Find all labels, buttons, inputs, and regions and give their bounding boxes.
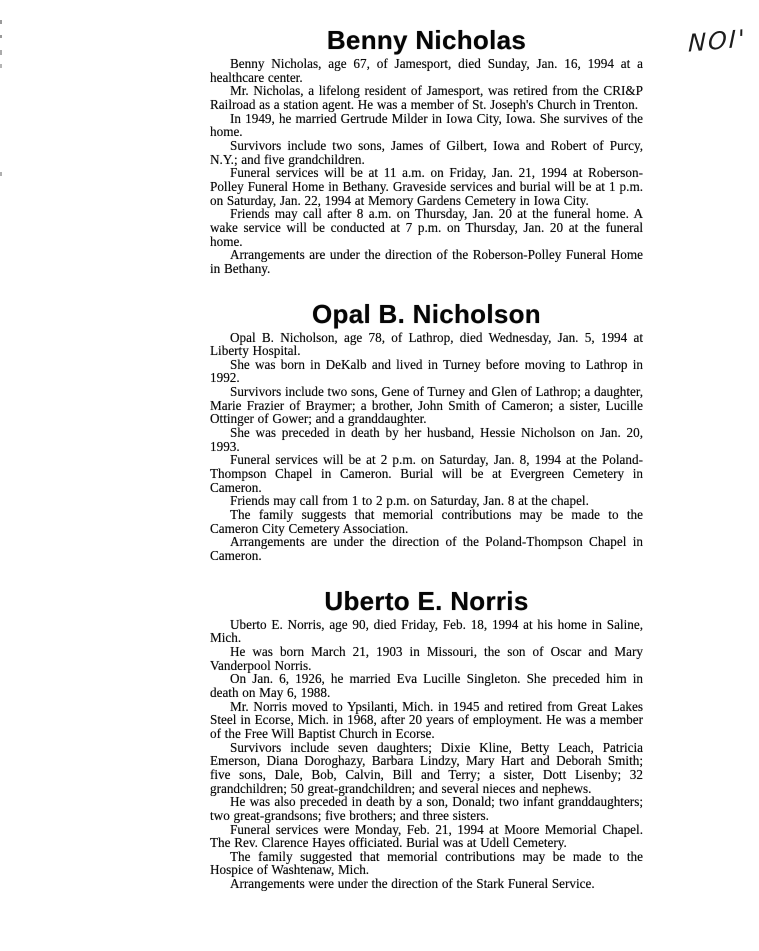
obituary-column <box>210 27 643 891</box>
scan-speck <box>0 20 2 24</box>
obituary-paragraph: Friends may call from 1 to 2 p.m. on Saturday, Jan. 8 at the chapel. <box>230 493 589 509</box>
obituary-title: Opal B. Nicholson <box>311 298 541 329</box>
obituary-uberto-norris <box>210 585 643 892</box>
obituary-paragraph: Funeral services were Monday, Feb. 21, 1994 at Moore Memorial Chapel. The Rev. Clarence Hayes officiated. Burial was at Udell Cemetery. <box>210 821 643 851</box>
obituary-paragraph: The family suggests that memorial contributions may be made to the Cameron City Cemetery Association. <box>210 507 643 536</box>
obituary-paragraph: She was preceded in death by her husband, Hessie Nicholson on Jan. 20, 1993. <box>210 425 643 454</box>
obituary-paragraph: She was born in DeKalb and lived in Turney before moving to Lathrop in 1992. <box>210 356 643 386</box>
obituary-benny-nicholas <box>210 27 643 276</box>
obituary-paragraph: Funeral services will be at 11 a.m. on Friday, Jan. 21, 1994 at Roberson-Polley Funeral Home in Bethany. Graveside services and burial will be at 1 p.m. on Saturday, Jan. 22, 1994 at Memory Gardens Cemetery in Iowa City. <box>210 165 643 208</box>
scan-speck <box>0 50 2 55</box>
obituary-paragraph: Arrangements are under the direction of the Poland-Thompson Chapel in Cameron. <box>210 534 643 563</box>
obituary-paragraph: Funeral services will be at 2 p.m. on Saturday, Jan. 8, 1994 at the Poland-Thompson Chapel in Cameron. Burial will be at Evergreen Cemetery in Cameron. <box>210 452 643 495</box>
handwritten-annotation: NOI' <box>687 24 747 58</box>
obituary-opal-nicholson <box>210 298 644 563</box>
obituary-paragraph: He was born March 21, 1903 in Missouri, the son of Oscar and Mary Vanderpool Norris. <box>210 643 643 673</box>
obituary-paragraph: Opal B. Nicholson, age 78, of Lathrop, died Wednesday, Jan. 5, 1994 at Liberty Hospital. <box>210 329 643 359</box>
obituary-paragraph: Arrangements are under the direction of the Roberson-Polley Funeral Home in Bethany. <box>210 247 643 276</box>
obituary-paragraph: Survivors include two sons, James of Gilbert, Iowa and Robert of Purcy, N.Y.; and five grandchildren. <box>210 137 643 167</box>
obituary-title: Benny Nicholas <box>326 25 527 55</box>
obituary-paragraph: Mr. Norris moved to Ypsilanti, Mich. in 1945 and retired from Great Lakes Steel in Ecorse, Mich. in 1968, after 20 years of employment. He was a member of the Free Will Baptist Church in Ecorse. <box>210 698 643 741</box>
scan-speck <box>0 35 2 38</box>
obituary-paragraph: Benny Nicholas, age 67, of Jamesport, died Sunday, Jan. 16, 1994 at a healthcare center. <box>210 56 643 85</box>
obituary-paragraph: Survivors include two sons, Gene of Turney and Glen of Lathrop; a daughter, Marie Frazier of Braymer; a brother, John Smith of Cameron; a sister, Lucille Ottinger of Gower; and a granddaughter. <box>210 384 644 427</box>
obituary-paragraph: On Jan. 6, 1926, he married Eva Lucille Singleton. She preceded him in death on May 6, 1988. <box>210 671 643 700</box>
obituary-paragraph: Survivors include seven daughters; Dixie Kline, Betty Leach, Patricia Emerson, Diana Doroghazy, Barbara Lindzy, Mary Hart and Deborah Smith; five sons, Dale, Bob, Calvin, Bill and Terry; a sister, Dott Lisenby; 32 grandchildren; 50 great-grandchildren; and several nieces and nephews. <box>210 739 643 796</box>
scan-speck <box>0 172 2 176</box>
obituary-paragraph: Arrangements were under the direction of the Stark Funeral Service. <box>230 876 595 892</box>
obituary-title: Uberto E. Norris <box>324 585 529 616</box>
obituary-paragraph: The family suggested that memorial contributions may be made to the Hospice of Washtenaw, Mich. <box>210 848 643 878</box>
scan-speck <box>0 64 2 68</box>
obituary-paragraph: He was also preceded in death by a son, Donald; two infant granddaughters; two great-grandsons; five brothers; and three sisters. <box>210 794 643 823</box>
obituary-paragraph: Uberto E. Norris, age 90, died Friday, Feb. 18, 1994 at his home in Saline, Mich. <box>210 616 643 646</box>
obituary-paragraph: Mr. Nicholas, a lifelong resident of Jamesport, was retired from the CRI&P Railroad as a station agent. He was a member of St. Joseph's Church in Trenton. <box>210 83 643 112</box>
obituary-paragraph: In 1949, he married Gertrude Milder in Iowa City, Iowa. She survives of the home. <box>210 110 643 140</box>
obituary-paragraph: Friends may call after 8 a.m. on Thursday, Jan. 20 at the funeral home. A wake service will be conducted at 7 p.m. on Thursday, Jan. 20 at the funeral home. <box>210 206 643 249</box>
